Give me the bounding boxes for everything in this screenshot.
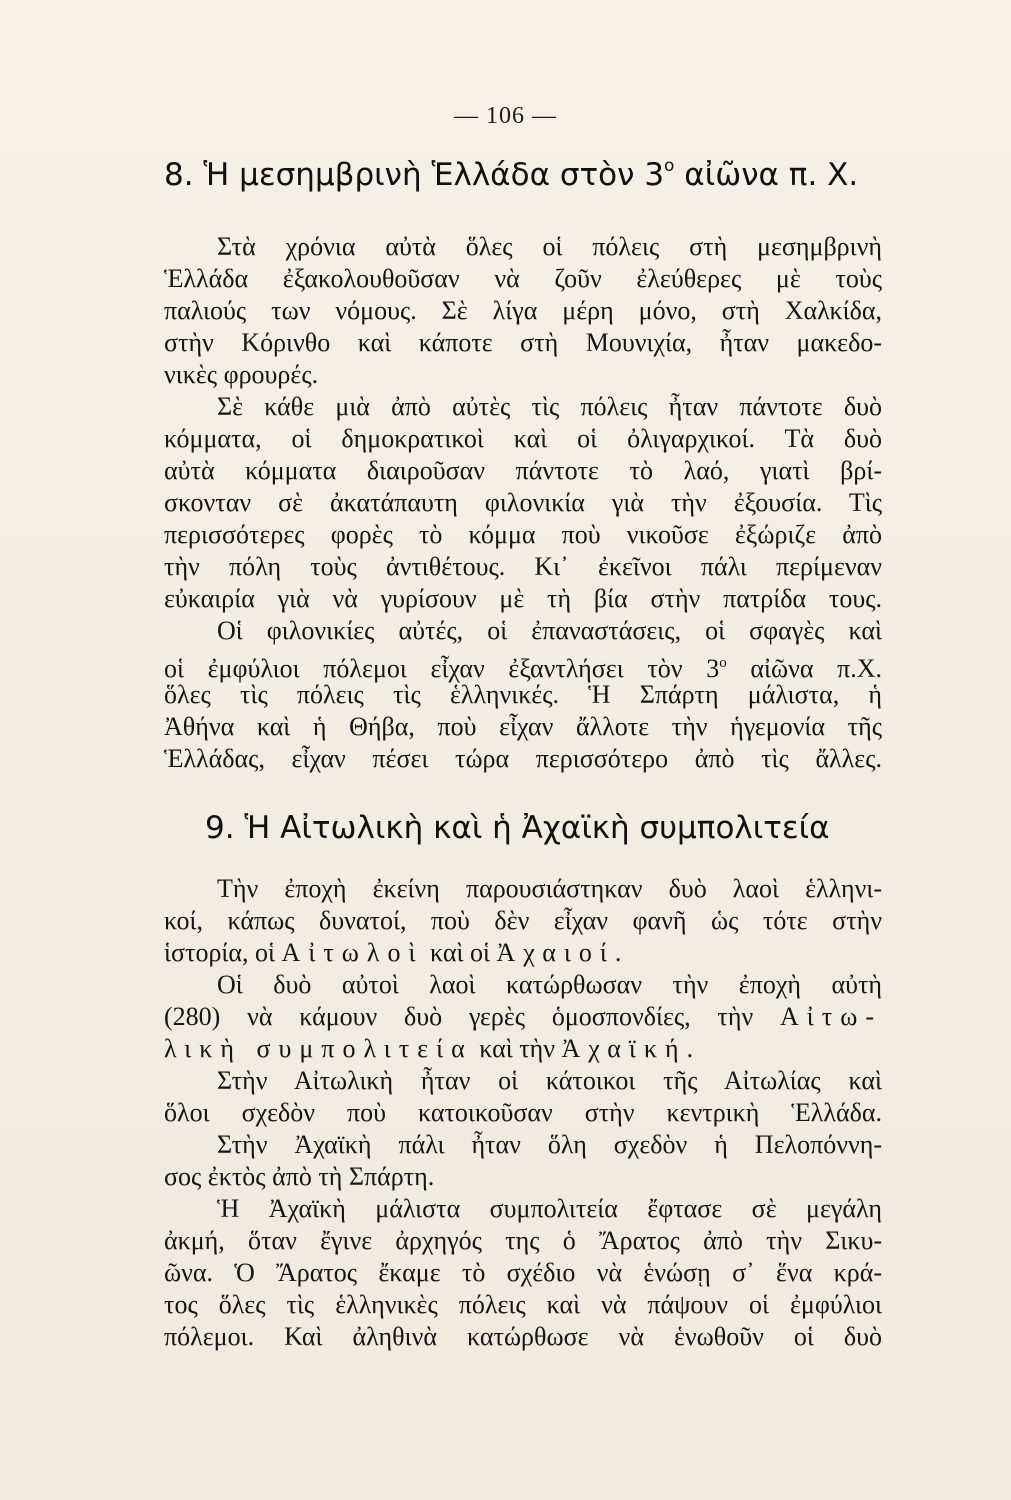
text-line: Στὰ χρόνια αὐτὰ ὅλες οἱ πόλεις στὴ μεσημβρινὴ <box>217 232 882 261</box>
text-line: αὐτὰ κόμματα διαιροῦσαν πάντοτε τὸ λαό, γιατὶ βρί- <box>164 456 882 485</box>
text-line: σκονταν σὲ ἀκατάπαυτη φιλονικία γιὰ τὴν ἐξουσία. Τὶς <box>164 488 882 517</box>
text-line: Ἑλλάδας, εἶχαν πέσει τώρα περισσότερο ἀπὸ τὶς ἄλλες. <box>164 744 882 773</box>
text-line: ῶνα. Ὁ Ἄρατος ἔκαμε τὸ σχέδιο νὰ ἑνώσῃ σ᾽ ἕνα κρά- <box>164 1258 882 1287</box>
section-8-heading <box>164 156 858 193</box>
superscript: ο <box>719 655 727 671</box>
spaced-word: Ἀχαϊκή. <box>561 1034 702 1063</box>
text-line: κοί, κάπως δυνατοί, ποὺ δὲν εἶχαν φανῆ ὡς τότε στὴν <box>164 906 882 935</box>
text-line: κόμματα, οἱ δημοκρατικοὶ καὶ οἱ ὀλιγαρχικοί. Τὰ δυὸ <box>164 424 882 453</box>
text-line: πόλεμοι. Καὶ ἀληθινὰ κατώρθωσε νὰ ἑνωθοῦν οἱ δυὸ <box>164 1322 882 1351</box>
text-line: ὅλοι σχεδὸν ποὺ κατοικοῦσαν στὴν κεντρικὴ Ἑλλάδα. <box>164 1098 882 1127</box>
text-line: ἀκμή, ὅταν ἔγινε ἀρχηγός της ὁ Ἄρατος ἀπὸ τὴν Σικυ- <box>164 1226 882 1255</box>
text-fragment: οἱ ἐμφύλιοι πόλεμοι εἶχαν ἐξαντλήσει τὸν 3 <box>164 654 720 683</box>
spaced-word: λικὴ συμπολιτεία <box>164 1034 473 1063</box>
text-line: παλιούς των νόμους. Σὲ λίγα μέρη μόνο, στὴ Χαλκίδα, <box>164 296 882 325</box>
text-line: Οἱ φιλονικίες αὐτές, οἱ ἐπαναστάσεις, οἱ σφαγὲς καὶ <box>217 616 882 645</box>
text-line: τος ὅλες τὶς ἑλληνικὲς πόλεις καὶ νὰ πάψουν οἱ ἐμφύλιοι <box>164 1290 882 1319</box>
spaced-word: Αἰτωλοὶ <box>281 938 424 967</box>
text-line: Οἱ δυὸ αὐτοὶ λαοὶ κατώρθωσαν τὴν ἐποχὴ αὐτὴ <box>217 970 882 999</box>
text-line: Στὴν Ἀχαϊκὴ πάλι ἦταν ὅλη σχεδὸν ἡ Πελοπόννη- <box>217 1130 882 1159</box>
section-9-heading: 9. Ἡ Αἰτωλικὴ καὶ ἡ Ἀχαϊκὴ συμπολιτεία <box>205 810 830 846</box>
text-line: Σὲ κάθε μιὰ ἀπὸ αὐτὲς τὶς πόλεις ἦταν πάντοτε δυὸ <box>217 392 882 421</box>
text-line: ὅλες τὶς πόλεις τὶς ἑλληνικές. Ἡ Σπάρτη μάλιστα, ἡ <box>164 680 882 709</box>
spaced-word: Αἰτω- <box>780 1002 882 1031</box>
section-8-heading-sup: ο <box>664 156 675 176</box>
text-line: Στὴν Αἰτωλικὴ ἦταν οἱ κάτοικοι τῆς Αἰτωλίας καὶ <box>217 1066 882 1095</box>
text-fragment: ἱστορία, οἱ <box>164 938 282 967</box>
text-line: Ἑλλάδα ἐξακολουθοῦσαν νὰ ζοῦν ἐλεύθερες μὲ τοὺς <box>164 264 882 293</box>
text-line: στὴν Κόρινθο καὶ κάποτε στὴ Μουνιχία, ἦταν μακεδο- <box>164 328 882 357</box>
text-line: Ἡ Ἀχαϊκὴ μάλιστα συμπολιτεία ἔφτασε σὲ μεγάλη <box>217 1194 882 1223</box>
text-line: νικὲς φρουρές. <box>164 360 319 389</box>
text-line: Ἀθήνα καὶ ἡ Θήβα, ποὺ εἶχαν ἄλλοτε τὴν ἡγεμονία τῆς <box>164 712 882 741</box>
text-line-with-spaced <box>164 1001 882 1033</box>
text-line: Τὴν ἐποχὴ ἐκείνη παρουσιάστηκαν δυὸ λαοὶ ἑλληνι- <box>217 874 882 903</box>
section-8-heading-suffix: αἰῶνα π. Χ. <box>674 157 859 193</box>
text-line: εὐκαιρία γιὰ νὰ γυρίσουν μὲ τὴ βία στὴν πατρίδα τους. <box>164 584 882 613</box>
text-line-with-spaced <box>164 1033 882 1065</box>
text-line: σος ἐκτὸς ἀπὸ τὴ Σπάρτη. <box>164 1162 435 1191</box>
text-fragment: καὶ οἱ <box>423 938 497 967</box>
text-line-with-spaced <box>164 937 882 969</box>
section-8-heading-prefix: 8. Ἡ μεσημβρινὴ Ἑλλάδα στὸν 3 <box>164 157 665 193</box>
page-number: — 106 — <box>454 103 557 129</box>
text-fragment: καὶ τὴν <box>472 1034 562 1063</box>
text-line: τὴν πόλη τοὺς ἀντιθέτους. Κι᾽ ἐκεῖνοι πάλι περίμεναν <box>164 552 882 581</box>
spaced-word: Ἀχαιοί. <box>496 938 630 967</box>
text-fragment: (280) νὰ κάμουν δυὸ γερὲς ὁμοσπονδίες, τὴν <box>164 1002 780 1031</box>
text-fragment: αἰῶνα π.Χ. <box>726 654 882 683</box>
text-line: περισσότερες φορὲς τὸ κόμμα ποὺ νικοῦσε ἐξώριζε ἀπὸ <box>164 520 882 549</box>
